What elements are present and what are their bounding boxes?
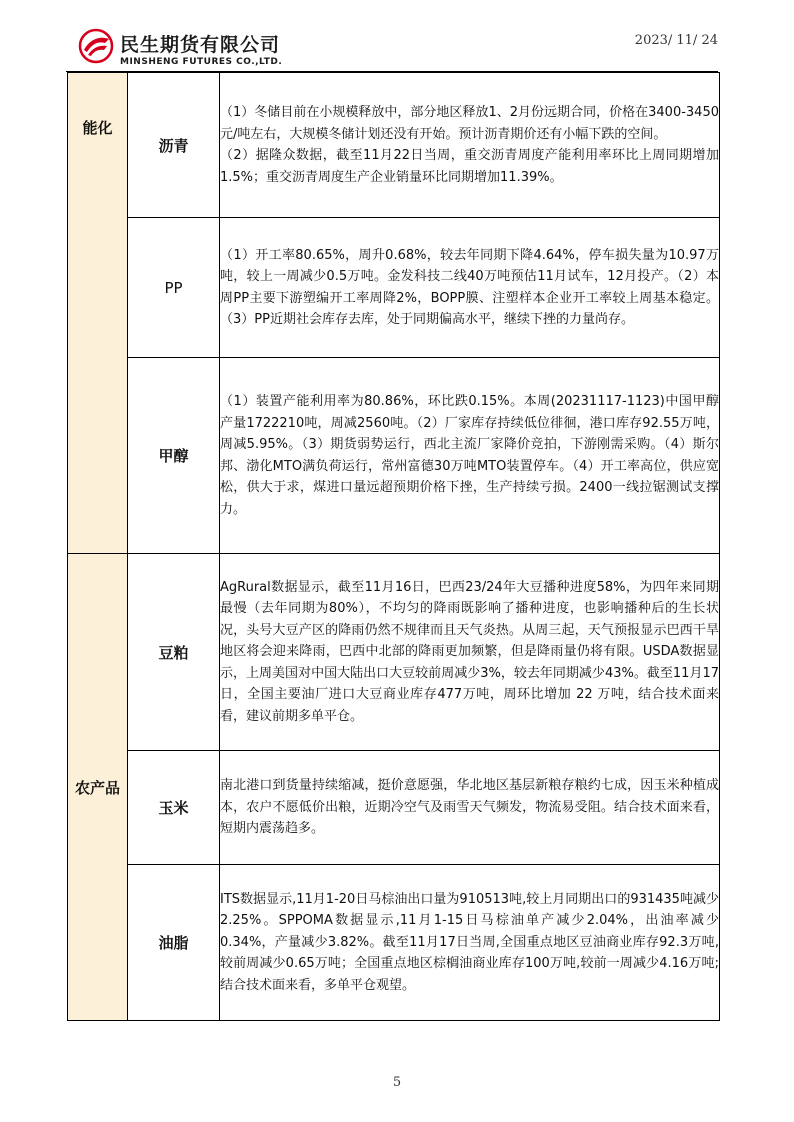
page-number: 5 xyxy=(392,1075,402,1090)
commodity-analysis xyxy=(220,73,720,218)
commodity-name: 玉米 xyxy=(128,751,220,865)
analysis-paragraph: （1）装置产能利用率为80.86%，环比跌0.15%。本周(20231117-1123)中国甲醇产量1722210吨，周减2560吨。（2）厂家库存持续低位徘徊，港口库存92.55万吨，周减5.95%。（3）期货弱势运行，西北主流厂家降价竞拍，下游刚需采购。（4）斯尔邦、渤化MTO满负荷运行，常州富德30万吨MTO装置停车。（4）开工率高位，供应宽松，供大于求，煤进口量远超预期价格下挫，生产持续亏损。2400一线拉锯测试支撑力。 xyxy=(220,394,719,517)
table-row xyxy=(68,865,720,1021)
analysis-paragraph: 南北港口到货量持续缩减，挺价意愿强，华北地区基层新粮存粮约七成，因玉米种植成本，农户不愿低价出粮，近期冷空气及雨雪天气频发，物流易受阻。结合技术面来看，短期内震荡趋多。 xyxy=(220,778,719,837)
commodity-name: 油脂 xyxy=(128,865,220,1021)
analysis-paragraph: （2）据隆众数据，截至11月22日当周，重交沥青周度产能利用率环比上周同期增加1.5%；重交沥青周度生产企业销量环比同期增加11.39%。 xyxy=(220,148,719,185)
commodity-name: 沥青 xyxy=(128,73,220,218)
commodity-analysis xyxy=(220,218,720,358)
page-header xyxy=(0,0,794,72)
commodity-analysis xyxy=(220,751,720,865)
table-row xyxy=(68,358,720,554)
company-name-en: MINSHENG FUTURES CO.,LTD. xyxy=(120,57,283,67)
analysis-paragraph: （1）开工率80.65%，周升0.68%，较去年同期下降4.64%，停车损失量为10.97万吨，较上一周减少0.5万吨。金发科技二线40万吨预估11月试车，12月投产。（2）本周PP主要下游塑编开工率周降2%，BOPP膜、注塑样本企业开工率较上周基本稳定。（3）PP近期社会库存去库，处于同期偏高水平，继续下挫的力量尚存。 xyxy=(220,247,719,327)
table-row xyxy=(68,73,720,218)
table-row xyxy=(68,554,720,751)
company-name-cn: 民生期货有限公司 xyxy=(120,34,281,56)
commodity-name: 豆粕 xyxy=(128,554,220,751)
table-row xyxy=(68,218,720,358)
commodity-name: PP xyxy=(128,218,220,358)
commodity-analysis xyxy=(220,554,720,751)
table-row xyxy=(68,751,720,865)
analysis-paragraph: （1）冬储目前在小规模释放中，部分地区释放1、2月份远期合同，价格在3400-3450元/吨左右，大规模冬储计划还没有开始。预计沥青期价还有小幅下跌的空间。 xyxy=(220,105,719,142)
category-cell-agriculture: 农产品 xyxy=(68,554,128,1021)
commodity-analysis xyxy=(220,358,720,554)
report-date: 2023/ 11/ 24 xyxy=(634,33,718,48)
minsheng-logo-icon xyxy=(78,28,114,64)
analysis-paragraph: AgRural数据显示，截至11月16日，巴西23/24年大豆播种进度58%，为四年来同期最慢（去年同期为80%），不均匀的降雨既影响了播种进度，也影响播种后的生长状况，头号大豆产区的降雨仍然不规律而且天气炎热。从周三起，天气预报显示巴西干旱地区将会迎来降雨，巴西中北部的降雨更加频繁，但是降雨量仍将有限。USDA数据显示，上周美国对中国大陆出口大豆较前周减少3%，较去年同期减少43%。截至11月17日，全国主要油厂进口大豆商业库存477万吨，周环比增加 22 万吨，结合技术面来看，建议前期多单平仓。 xyxy=(220,579,719,724)
commodity-name: 甲醇 xyxy=(128,358,220,554)
category-cell-energy-chem: 能化 xyxy=(68,73,128,554)
commodity-table xyxy=(67,72,720,1021)
commodity-analysis xyxy=(220,865,720,1021)
analysis-paragraph: ITS数据显示,11月1-20日马棕油出口量为910513吨,较上月同期出口的931435吨减少2.25%。SPPOMA数据显示,11月1-15日马棕油单产减少2.04%，出油率减少0.34%，产量减少3.82%。截至11月17日当周,全国重点地区豆油商业库存92.3万吨,较前周减少0.65万吨；全国重点地区棕榈油商业库存100万吨,较前一周减少4.16万吨;结合技术面来看，多单平仓观望。 xyxy=(220,891,719,993)
